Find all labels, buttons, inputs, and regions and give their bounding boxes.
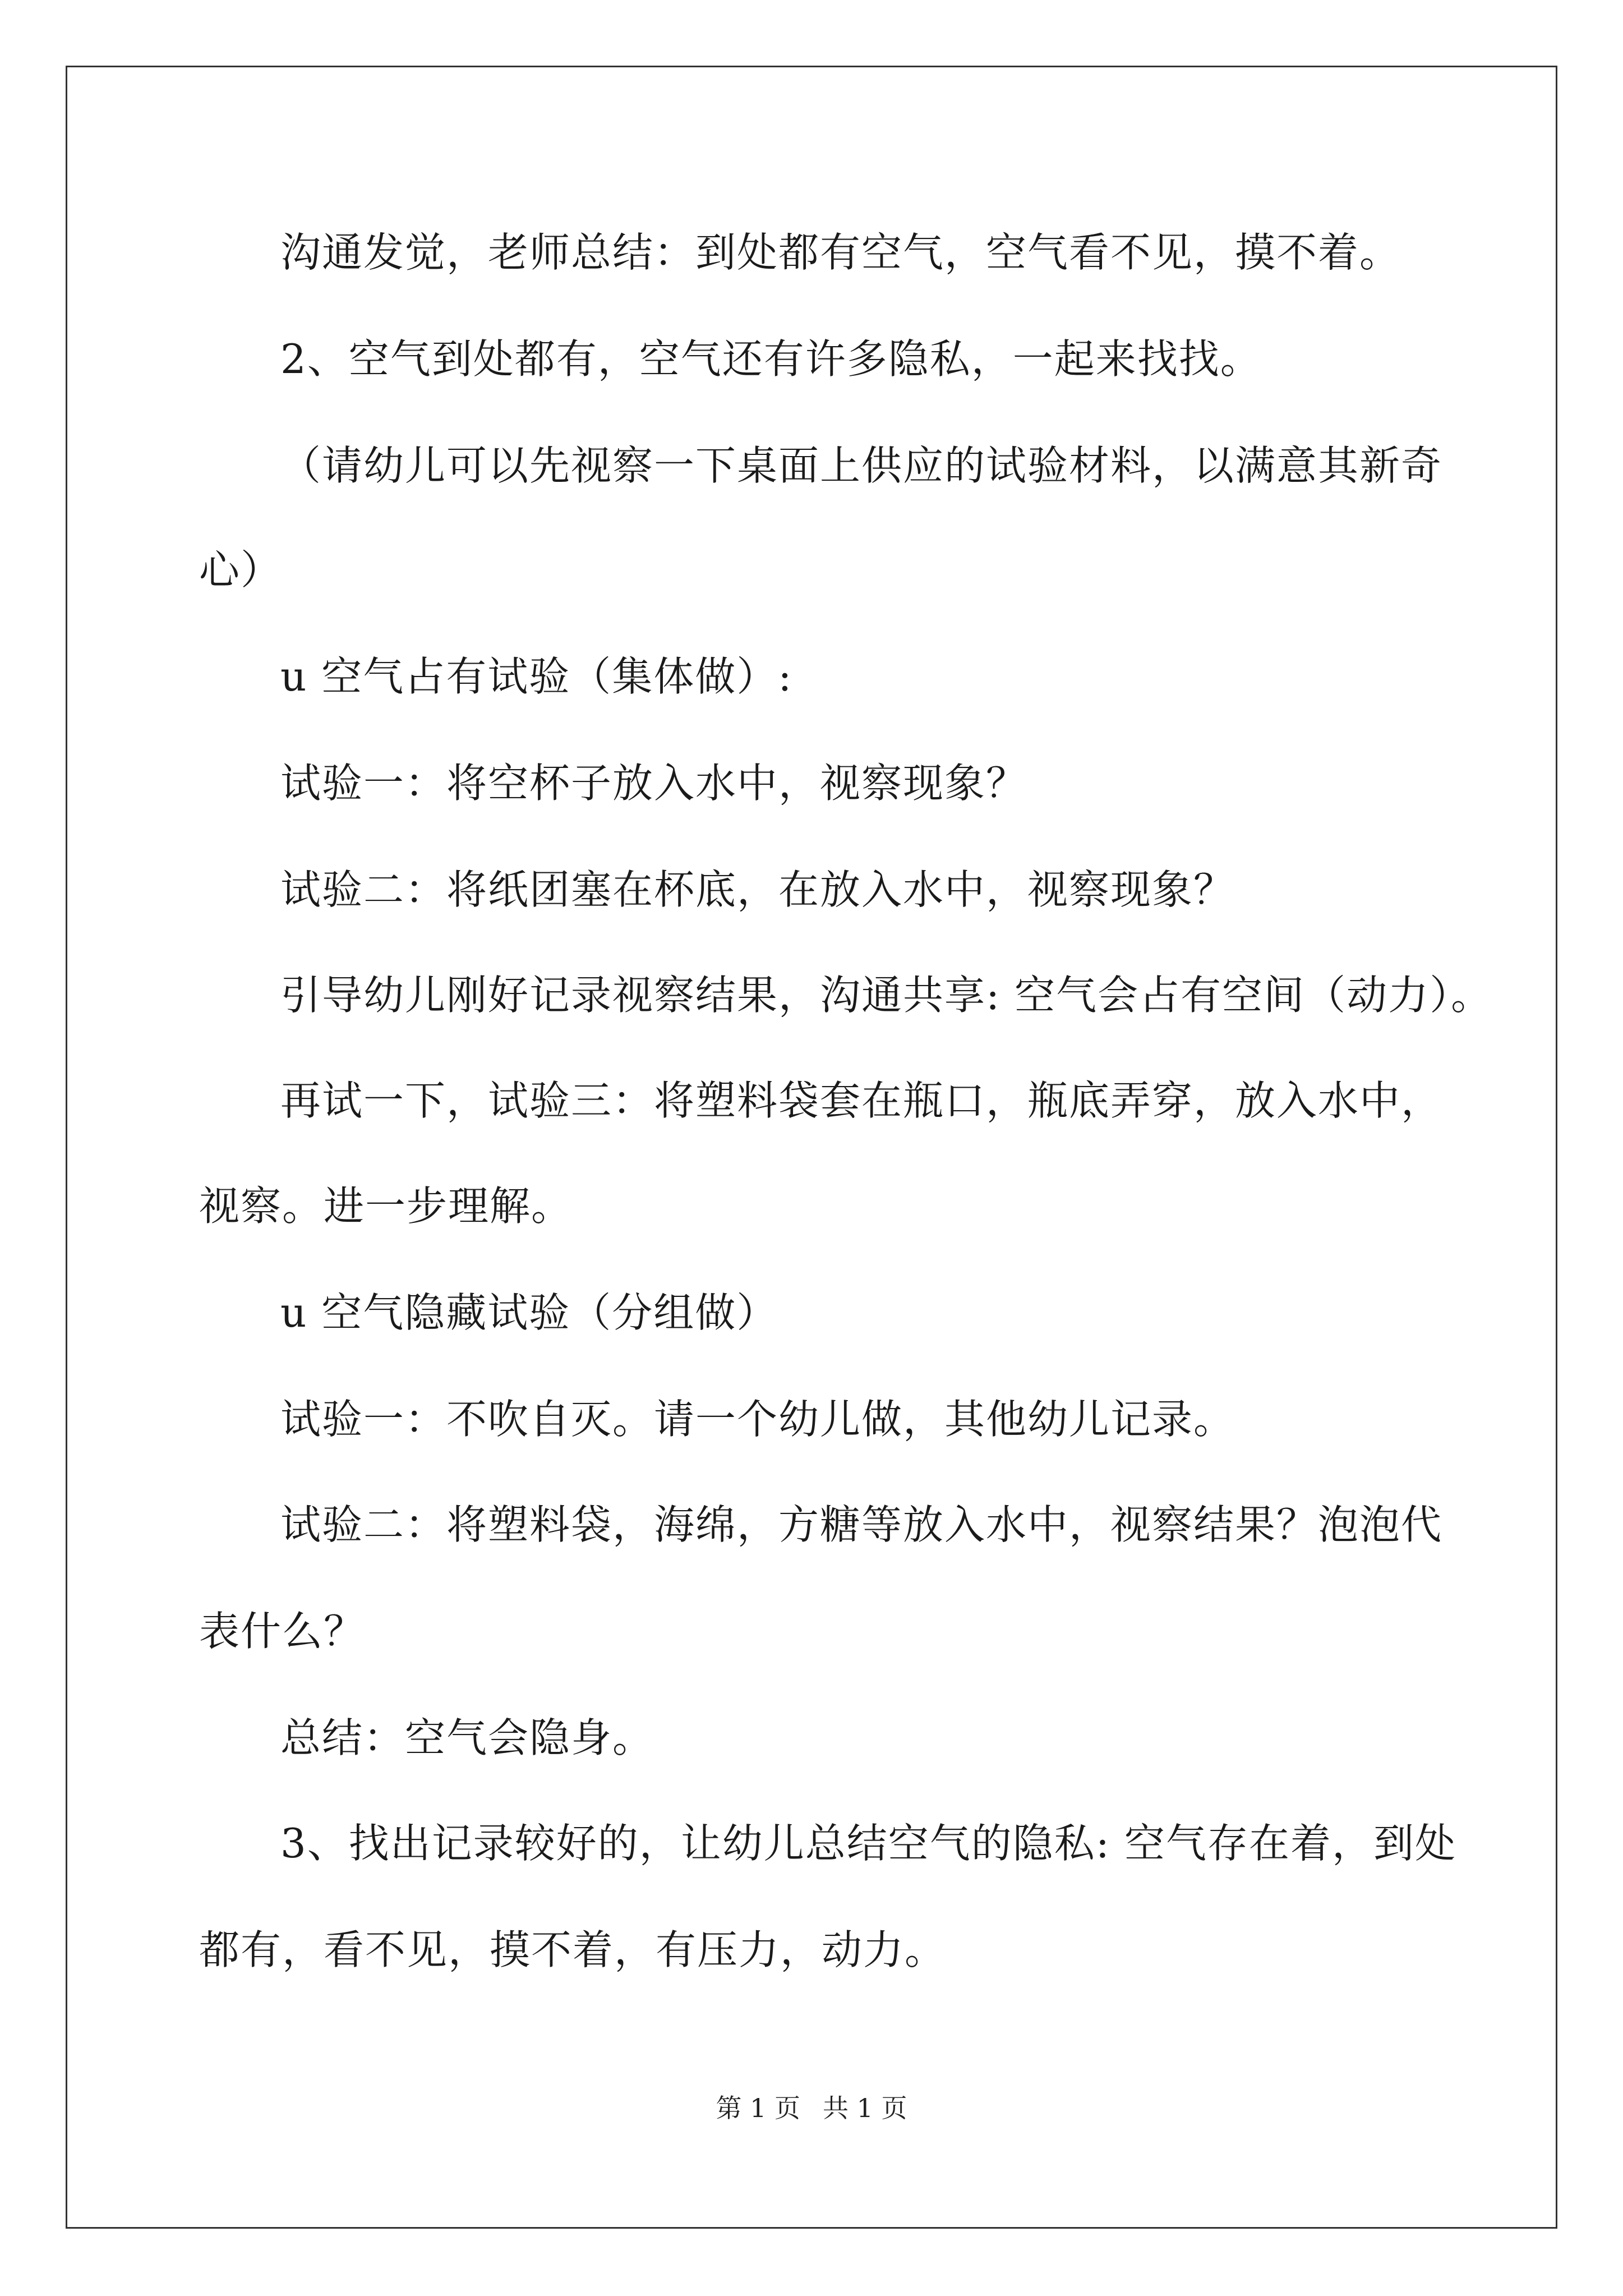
- paragraph-line: 都有，看不见，摸不着，有压力，动力。: [199, 1926, 947, 1973]
- page-border: [66, 66, 1557, 2229]
- paragraph-line: 2、空气到处都有，空气还有许多隐私，一起来找找。: [280, 335, 1262, 383]
- paragraph-line: 试验一：将空杯子放入水中，视察现象？: [280, 760, 1028, 807]
- paragraph-line: （请幼儿可以先视察一下桌面上供应的试验材料，以满意其新奇: [280, 442, 1443, 489]
- paragraph-line: 总结：空气会隐身。: [280, 1714, 654, 1761]
- paragraph-line: 心）: [199, 546, 283, 593]
- paragraph-line: 沟通发觉，老师总结：到处都有空气，空气看不见，摸不着。: [280, 229, 1401, 276]
- page-total: 共 1 页: [823, 2093, 907, 2123]
- paragraph-line: u 空气占有试验（集体做）:: [280, 653, 793, 700]
- page-number: 第 1 页: [716, 2093, 800, 2123]
- paragraph-line: 引导幼儿刚好记录视察结果，沟通共享: 空气会占有空间（动力）。: [280, 972, 1493, 1019]
- paragraph-line: 试验一：不吹自灭。请一个幼儿做，其他幼儿记录。: [280, 1396, 1235, 1443]
- paragraph-line: 视察。进一步理解。: [199, 1182, 573, 1230]
- paragraph-line: 3、找出记录较好的，让幼儿总结空气的隐私: 空气存在着，到处: [280, 1820, 1456, 1867]
- paragraph-line: 再试一下，试验三：将塑料袋套在瓶口，瓶底弄穿，放入水中，: [280, 1077, 1443, 1124]
- paragraph-line: 表什么？: [199, 1608, 366, 1655]
- page-footer: [0, 2091, 1623, 2125]
- paragraph-line: 试验二：将塑料袋，海绵，方糖等放入水中，视察结果？泡泡代: [280, 1501, 1443, 1548]
- paragraph-line: u 空气隐藏试验（分组做）: [280, 1289, 778, 1336]
- paragraph-line: 试验二：将纸团塞在杯底，在放入水中，视察现象？: [280, 866, 1235, 913]
